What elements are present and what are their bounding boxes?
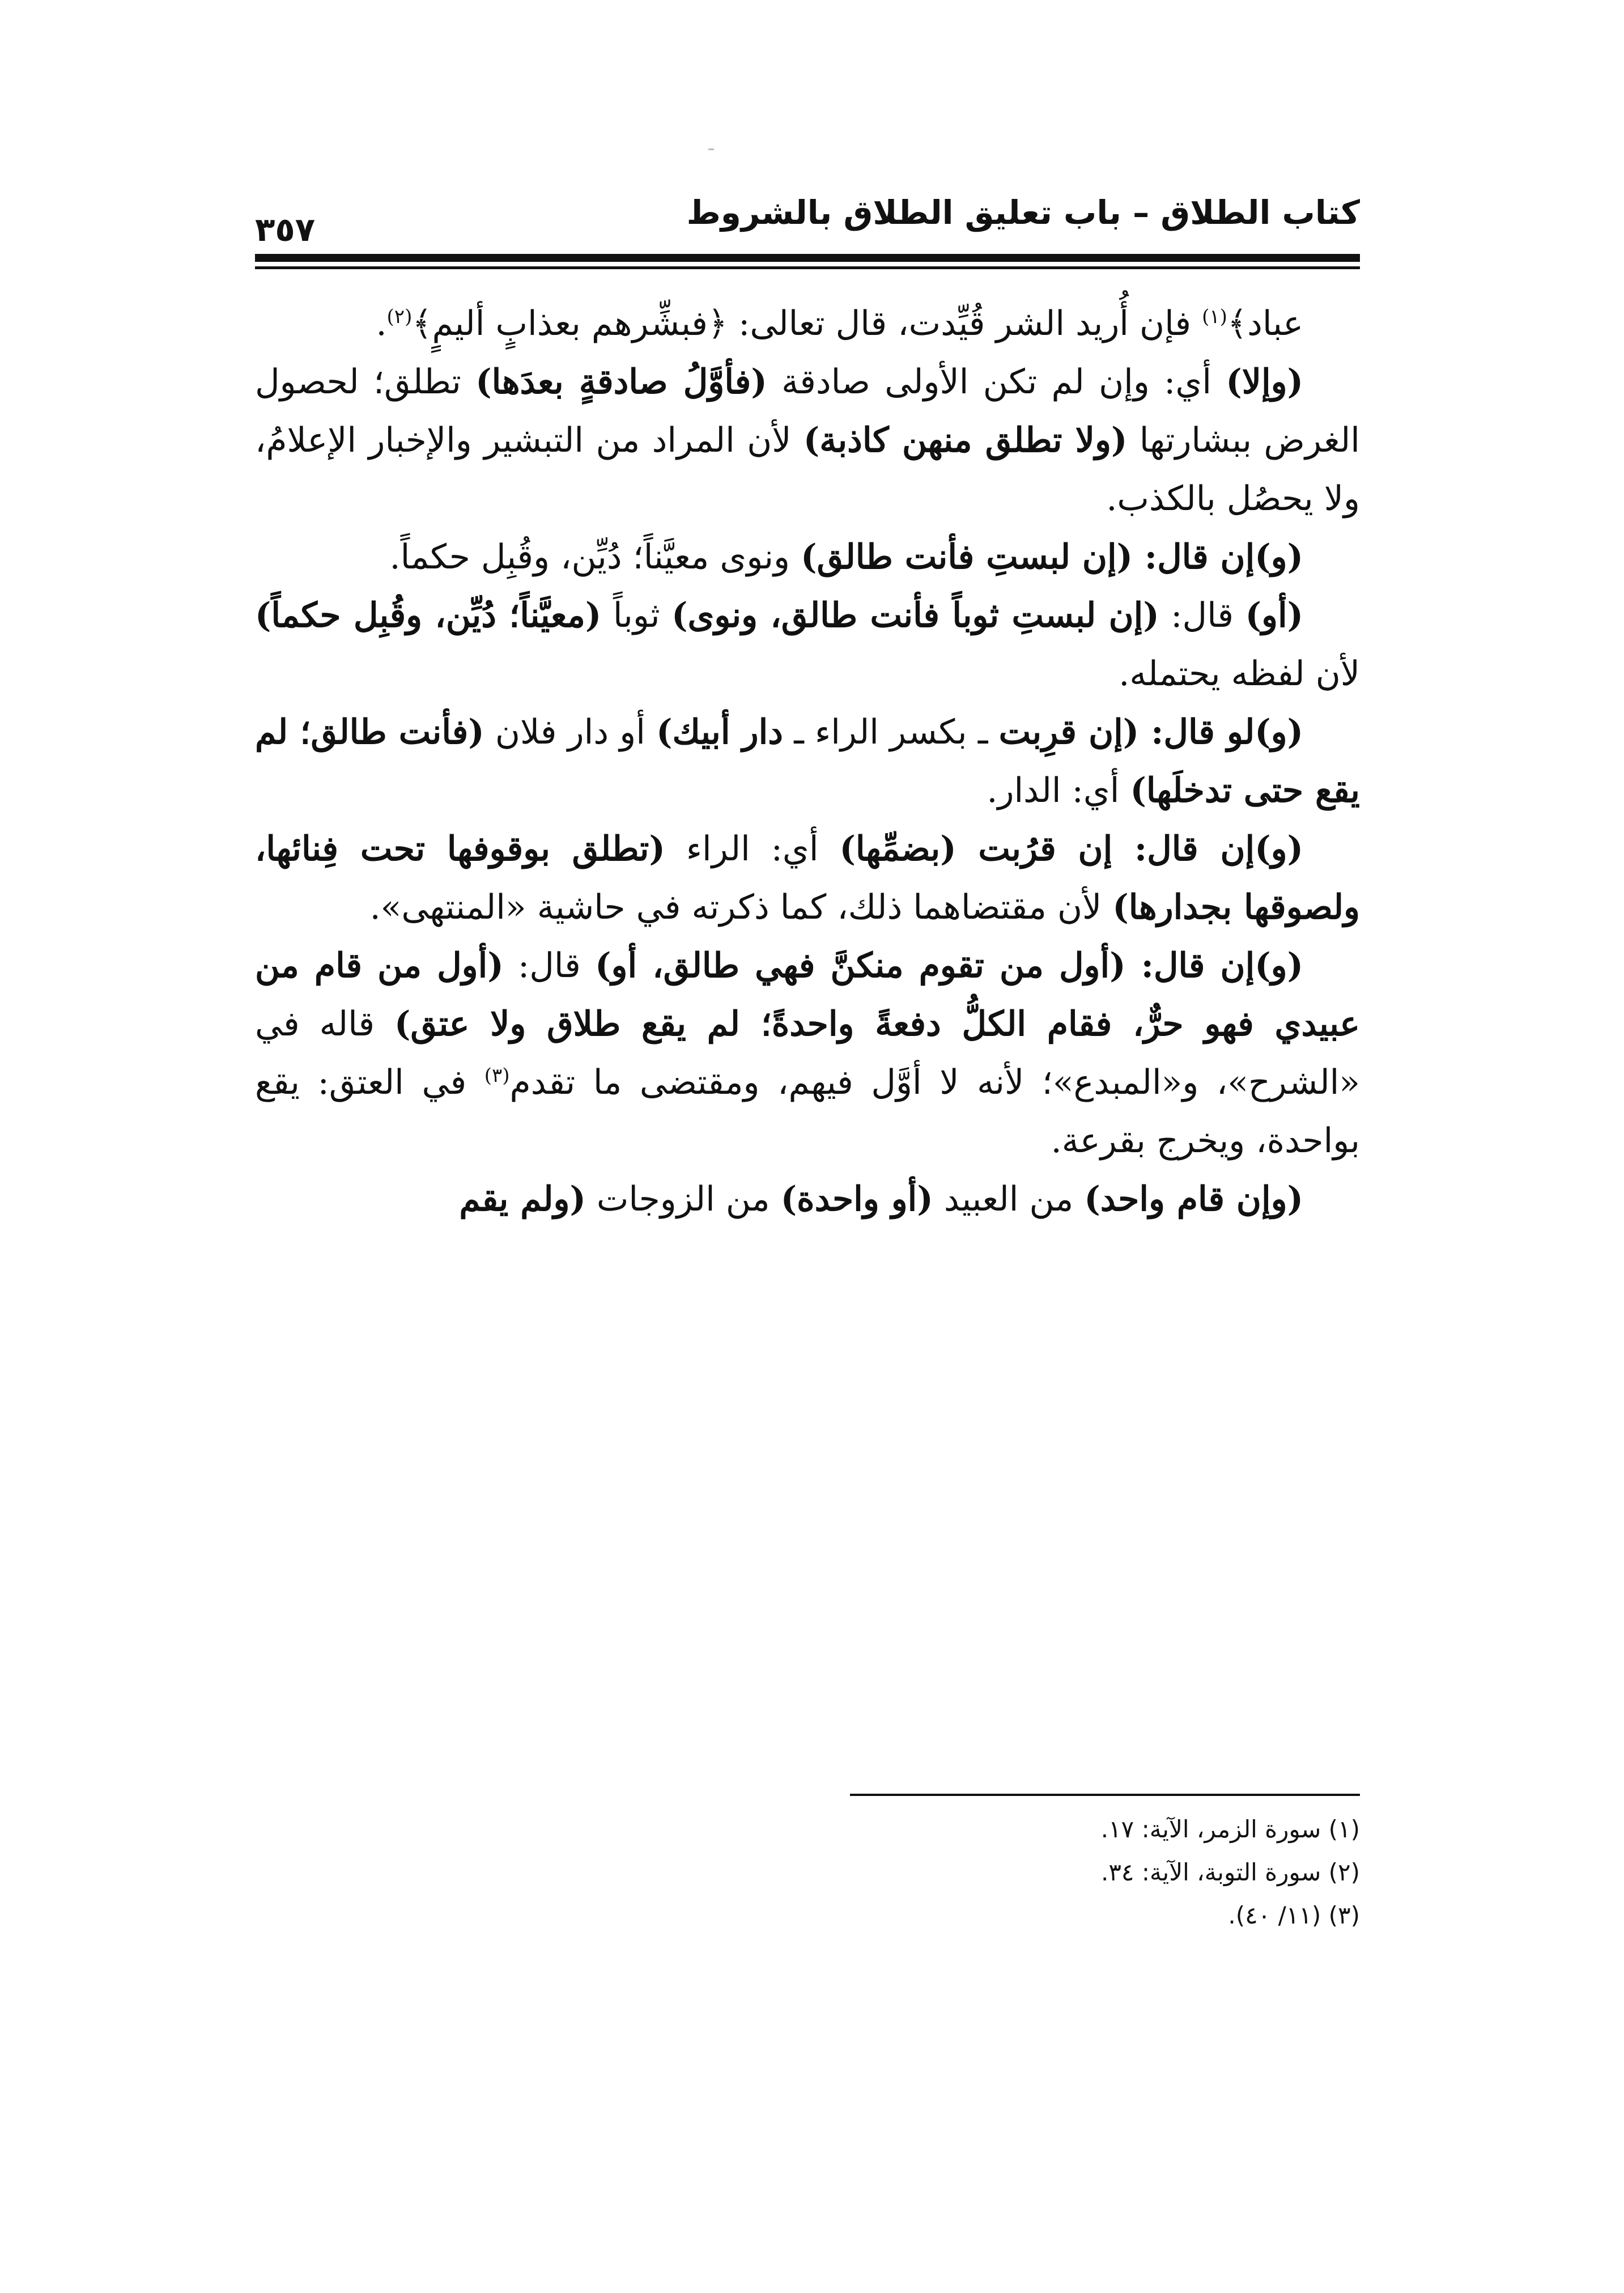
paragraph-5 xyxy=(255,703,1360,820)
paragraph-2 xyxy=(255,353,1360,528)
text-run: عباد﴾ xyxy=(1227,304,1303,343)
footnote-ref: (٣) xyxy=(484,1064,510,1087)
text-run: ونوى معيَّناً؛ دُيِّن، وقُبِل حكماً. xyxy=(389,537,801,577)
paragraph-3 xyxy=(255,528,1360,587)
bold-text-run: (معيَّناً؛ دُيِّن، وقُبِل حكماً) xyxy=(255,596,602,635)
bold-text-run: (وإلا) xyxy=(1226,362,1304,402)
bold-text-run: (و)لو قال: (إن قرِبت xyxy=(998,712,1304,752)
text-run: ثوباً xyxy=(601,596,672,635)
footnote-1: (١) سورة الزمر، الآية: ١٧. xyxy=(1100,1815,1360,1843)
footnote-ref: (٢) xyxy=(386,305,413,328)
bold-text-run: (فأوَّلُ صادقةٍ بعدَها) xyxy=(475,362,767,402)
paragraph-4 xyxy=(255,587,1360,703)
footnote-ref: (١) xyxy=(1202,305,1227,328)
text-run: من العبيد xyxy=(933,1179,1085,1219)
bold-text-run: (ولم يقم xyxy=(459,1179,586,1219)
footnote-3: (٣) (١١/ ٤٠). xyxy=(1228,1901,1360,1929)
running-title: كتاب الطلاق – باب تعليق الطلاق بالشروط xyxy=(686,193,1360,232)
paragraph-6 xyxy=(255,820,1360,937)
text-run: . xyxy=(376,304,387,343)
text-run: أي: وإن لم تكن الأولى صادقة xyxy=(767,362,1226,402)
footnotes xyxy=(680,1808,1360,1937)
bold-text-run: (وإن قام واحد) xyxy=(1084,1179,1303,1219)
footnote-separator xyxy=(850,1794,1360,1796)
bold-text-run: (تطلق بوقوفها تحت فِنائها، ولصوقها بجدارها) xyxy=(255,829,1360,927)
text-run: أو دار فلان xyxy=(484,712,657,752)
text-run: أي: الراء xyxy=(665,829,840,869)
page-number: ٣٥٧ xyxy=(255,210,316,249)
bold-text-run: (بضمِّها) xyxy=(839,829,956,869)
bold-text-run: (و)إن قال: (أول من تقوم منكنَّ فهي طالق، أو) xyxy=(595,946,1303,986)
paragraph-7 xyxy=(255,937,1360,1170)
text-run: أي: الدار. xyxy=(987,771,1130,810)
text-run: قاله في «الشرح»، و«المبدع»؛ لأنه لا أوَّل فيهم، ومقتضى ما تقدم xyxy=(255,1004,1360,1102)
bold-text-run: (و)إن قال: إن قرُبت xyxy=(956,829,1303,869)
paragraph-1 xyxy=(255,295,1360,353)
bold-text-run: (أول من قام من عبيدي فهو حرٌّ، فقام الكلُّ دفعةً واحدةً؛ لم يقع طلاق ولا عتق) xyxy=(255,946,1360,1044)
bold-text-run: (و)إن قال: (إن لبستِ فأنت طالق) xyxy=(801,537,1303,577)
header-rule-thick xyxy=(255,254,1360,262)
text-run: لأن لفظه يحتمله. xyxy=(1119,654,1360,694)
text-run: لأن المراد من التبشير والإخبار الإعلامُ، ولا يحصُل بالكذب. xyxy=(255,421,1360,519)
bold-text-run: (ولا تطلق منهن كاذبة) xyxy=(803,421,1128,460)
bold-text-run: (أو) xyxy=(1245,596,1304,635)
text-run: قال: xyxy=(503,946,596,986)
scan-speck xyxy=(708,148,714,150)
bold-text-run: (أو واحدة) xyxy=(780,1179,933,1219)
main-text xyxy=(255,295,1360,1229)
text-run: لأن مقتضاهما ذلك، كما ذكرته في حاشية «المنتهى». xyxy=(369,888,1113,927)
text-run: ـ بكسر الراء ـ xyxy=(783,712,999,752)
text-run: من الزوجات xyxy=(585,1179,781,1219)
bold-text-run: دار أبيك) xyxy=(656,712,783,752)
page-header xyxy=(255,187,1360,249)
header-rule-thin xyxy=(255,266,1360,269)
paragraph-8 xyxy=(255,1170,1360,1229)
bold-text-run: (إن لبستِ ثوباً فأنت طالق، ونوى) xyxy=(671,596,1159,635)
text-run: في العتق: يقع بواحدة، ويخرج بقرعة. xyxy=(255,1063,1360,1161)
text-run: قال: xyxy=(1159,596,1245,635)
text-run: تطلق؛ لحصول الغرض ببشارتها xyxy=(255,362,1360,460)
bold-text-run: (فأنت طالق؛ لم يقع حتى تدخلَها) xyxy=(255,712,1360,810)
footnote-2: (٢) سورة التوبة، الآية: ٣٤. xyxy=(1101,1858,1360,1886)
text-run: فإن أُريد الشر قُيِّدت، قال تعالى: ﴿فبشِّرهم بعذابٍ أليمٍ﴾ xyxy=(412,304,1202,343)
